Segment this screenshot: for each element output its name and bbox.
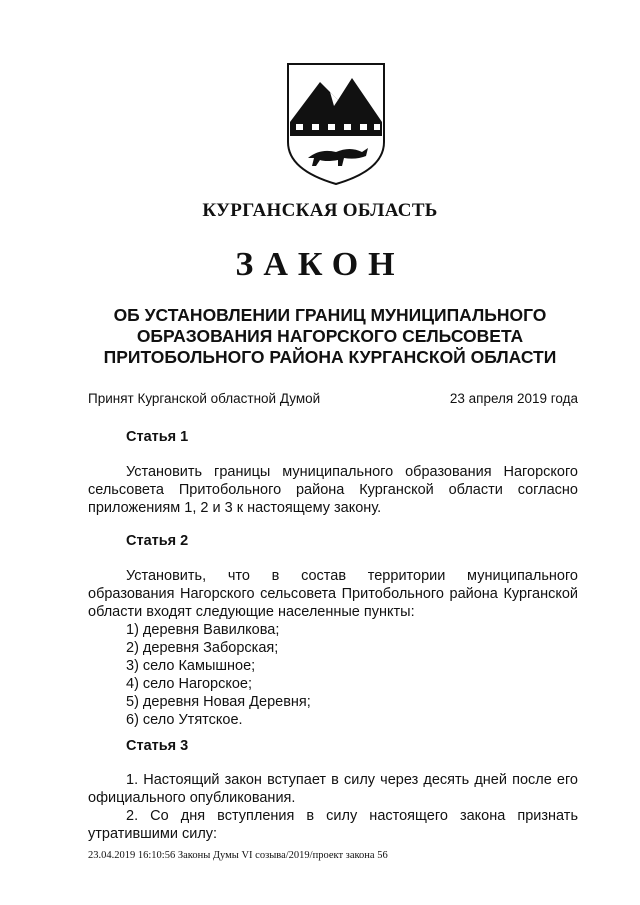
article-3-heading: Статья 3 bbox=[126, 738, 189, 754]
list-item: 6) село Утятское. bbox=[126, 712, 243, 728]
law-title-line: ОБ УСТАНОВЛЕНИИ ГРАНИЦ МУНИЦИПАЛЬНОГО bbox=[113, 305, 547, 325]
article-2-text: Установить, что в состав территории муниципального образования Нагорского сельсовета Притобольного района Курганской области входят следующие населенные пункты: bbox=[88, 568, 578, 620]
article-2-heading: Статья 2 bbox=[126, 533, 189, 549]
adopted-by: Принят Курганской областной Думой bbox=[88, 391, 321, 406]
list-item: 1) деревня Вавилкова; bbox=[126, 622, 280, 638]
document-type: ЗАКОН bbox=[235, 246, 405, 283]
coat-of-arms-emblem bbox=[286, 62, 386, 186]
article-1-text: Установить границы муниципального образования Нагорского сельсовета Притобольного района Курганской области согласно приложениям 1, 2 и 3 к настоящему закону. bbox=[88, 464, 578, 516]
document-footer: 23.04.2019 16:10:56 Законы Думы VI созыва/2019/проект закона 56 bbox=[88, 850, 388, 861]
law-title-line: ПРИТОБОЛЬНОГО РАЙОНА КУРГАНСКОЙ ОБЛАСТИ bbox=[103, 347, 557, 367]
adopted-date: 23 апреля 2019 года bbox=[449, 391, 578, 406]
article-1-heading: Статья 1 bbox=[126, 429, 189, 445]
law-title-line: ОБРАЗОВАНИЯ НАГОРСКОГО СЕЛЬСОВЕТА bbox=[136, 326, 524, 346]
adoption-line bbox=[88, 391, 578, 406]
settlements-list bbox=[126, 621, 311, 729]
list-item: 3) село Камышное; bbox=[126, 658, 256, 674]
list-item: 4) село Нагорское; bbox=[126, 676, 253, 692]
article-3-paragraph-2: 2. Со дня вступления в силу настоящего закона признать утратившими силу: bbox=[88, 808, 578, 842]
region-title: КУРГАНСКАЯ ОБЛАСТЬ bbox=[202, 200, 438, 221]
law-title bbox=[80, 305, 580, 368]
article-3-paragraph-1: 1. Настоящий закон вступает в силу через десять дней после его официального опубликования. bbox=[88, 772, 578, 806]
list-item: 5) деревня Новая Деревня; bbox=[126, 694, 311, 710]
list-item: 2) деревня Заборская; bbox=[126, 640, 279, 656]
